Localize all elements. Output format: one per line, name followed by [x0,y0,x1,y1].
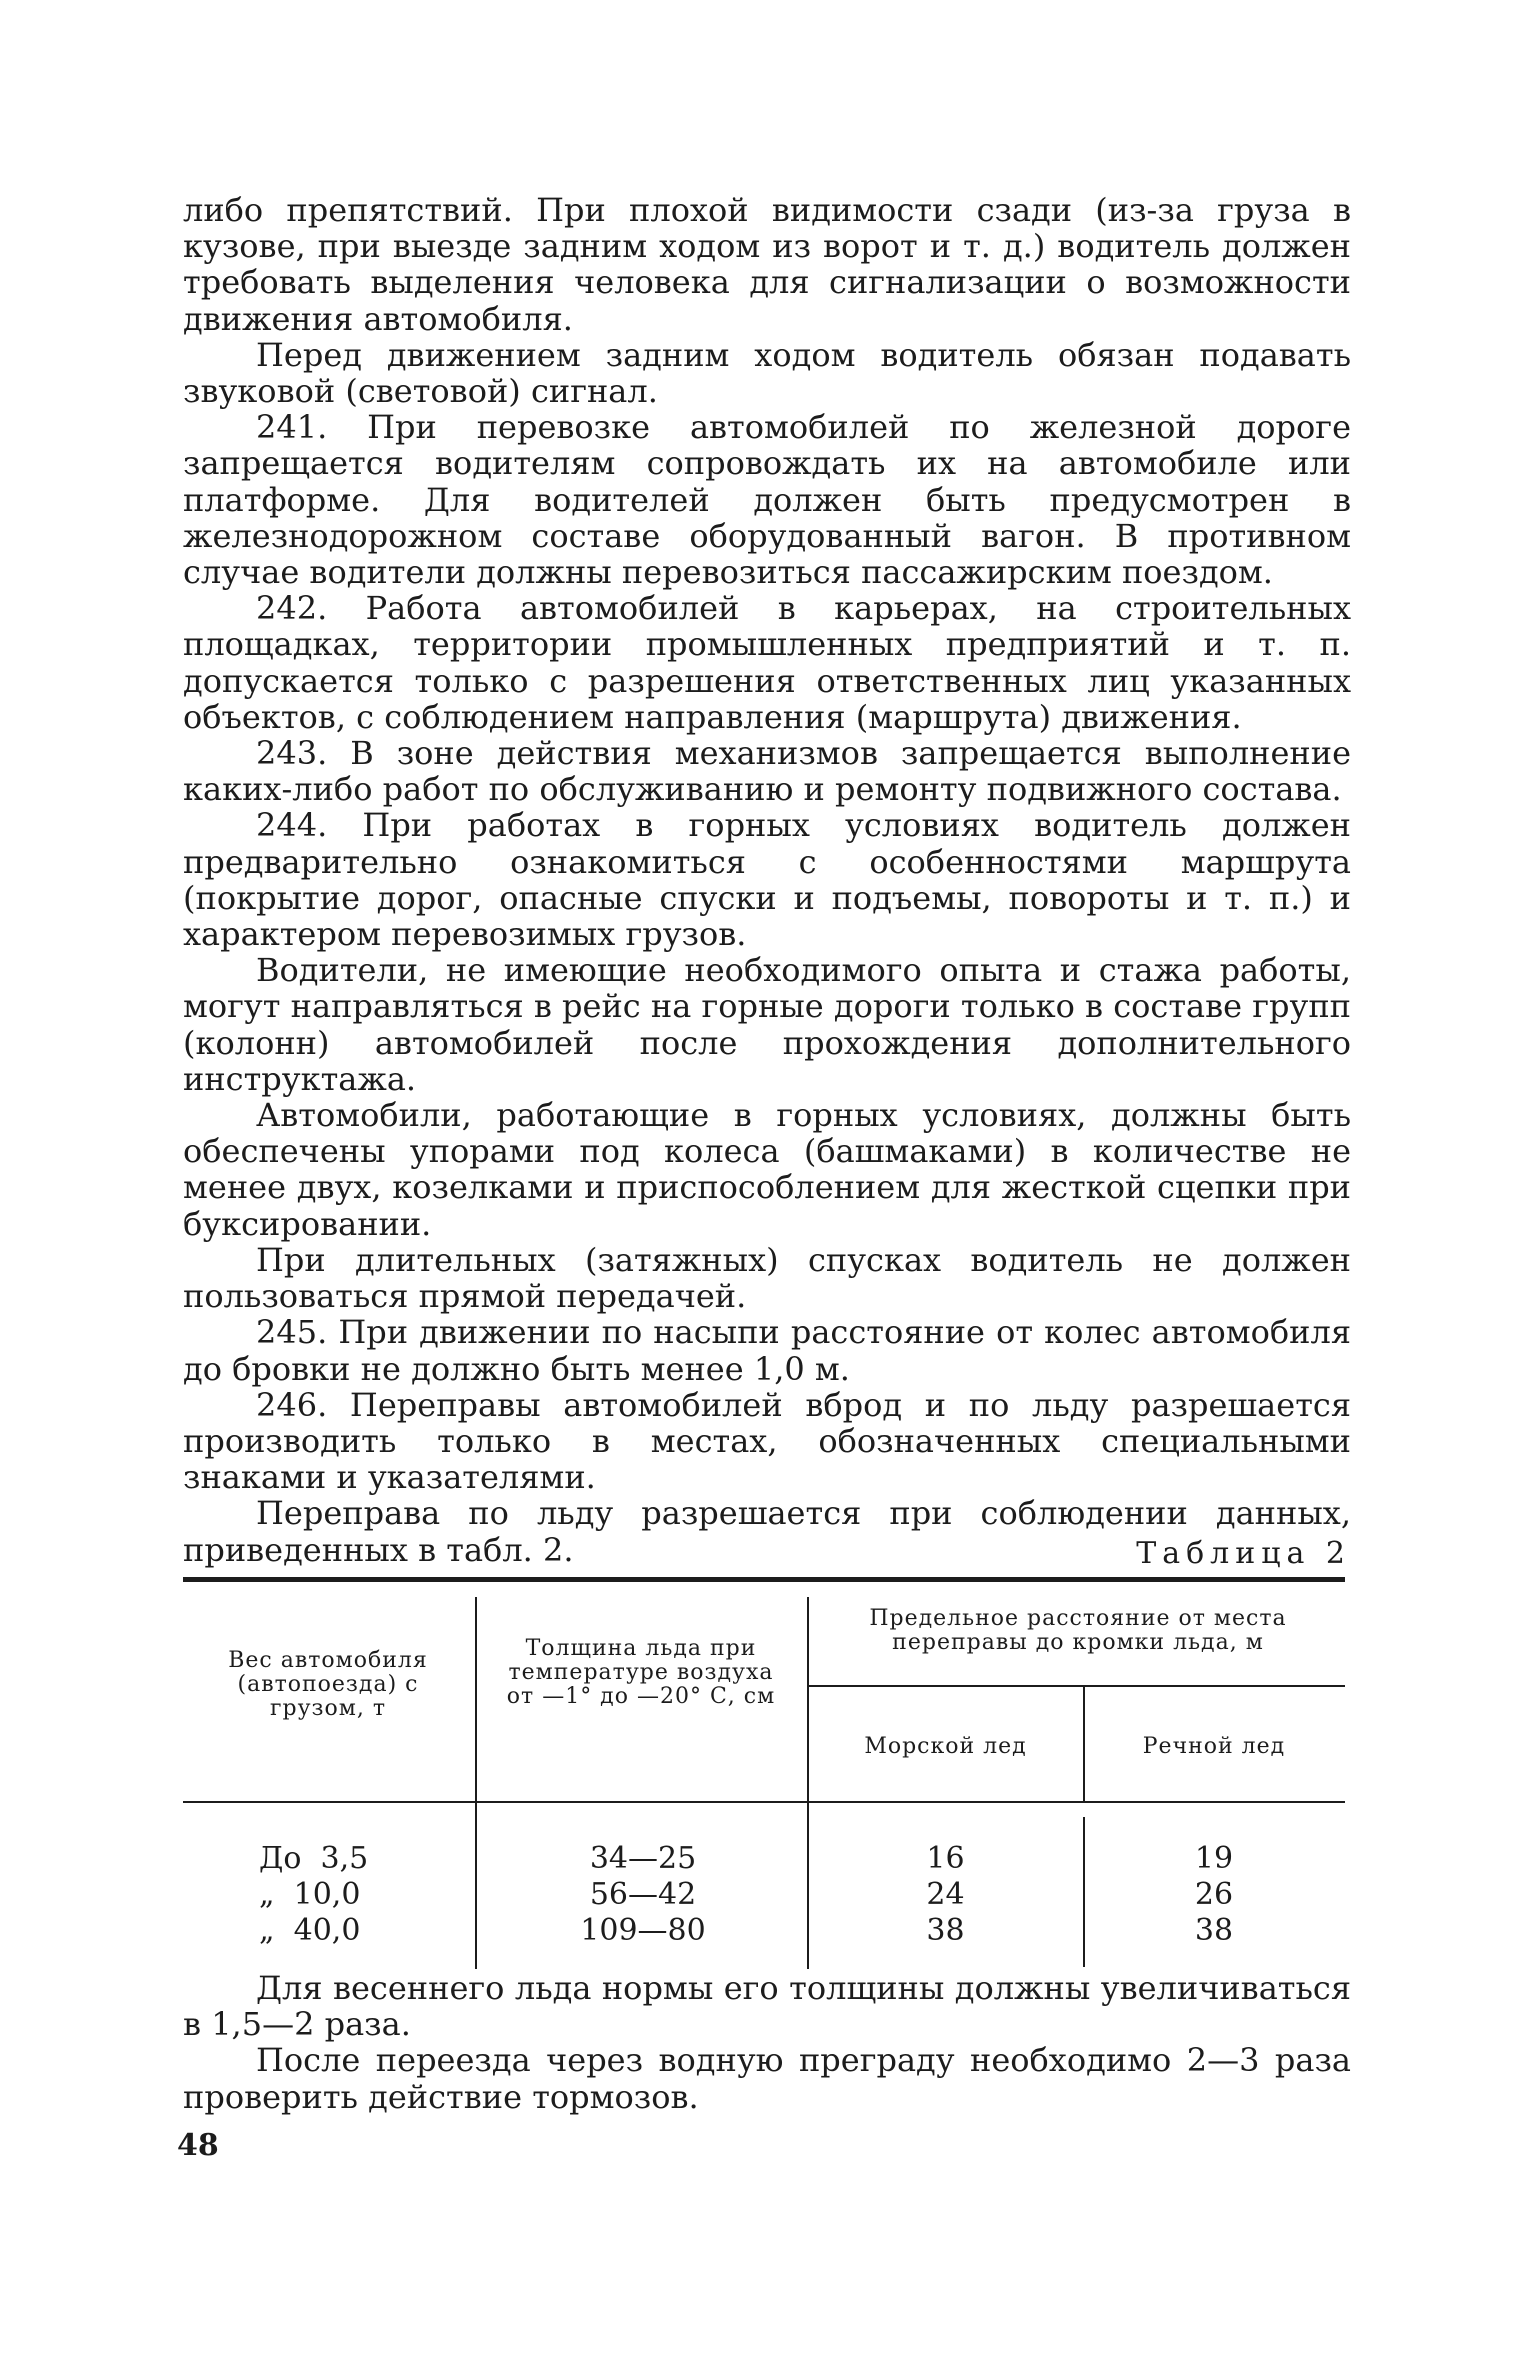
table-cell: До 3,5 [259,1841,369,1876]
table-caption: Таблица 2 [1136,1536,1351,1571]
table-cell: 19 [1194,1841,1234,1876]
paragraph: Водители, не имеющие необходимого опыта и стажа работы, могут направляться в рейс на горные дороги только в составе групп (колонн) автомобилей после прохождения дополнительного инструктажа. [183,951,1351,1098]
paragraph: Для весеннего льда нормы его толщины должны увеличиваться в 1,5—2 раза. [183,1969,1351,2044]
header-weight: Вес автомобиля (автопоезда) с грузом, т [228,1648,428,1721]
paragraph-246: 246. Переправы автомобилей вброд и по льду разрешается производить только в местах, обозначенных специальными знаками и указателями. [183,1385,1351,1497]
table-cell: 38 [926,1913,965,1948]
paragraph: При длительных (затяжных) спусках водитель не должен пользоваться прямой передачей. [183,1240,1351,1316]
table-cell: „ 10,0 [259,1877,361,1912]
river-ice-column [1089,1841,1339,1949]
header-distance: Предельное расстояние от места переправы до кромки льда, м [869,1606,1287,1655]
table-cell: 56—42 [589,1877,697,1912]
table-header-rule [183,1801,1345,1803]
paragraph-245: 245. При движении по насыпи расстояние от колес автомобиля до бровки не должно быть менее 1,0 м. [183,1313,1351,1388]
header-river-ice: Речной лед [1142,1734,1286,1759]
table-column-divider [475,1597,477,1969]
main-text [183,192,1351,1568]
paragraph-243: 243. В зоне действия механизмов запрещается выполнение каких-либо работ по обслуживанию и ремонту подвижного состава. [183,734,1351,809]
paragraph: Перед движением задним ходом водитель обязан подавать звуковой (световой) сигнал. [183,335,1351,411]
table-column-divider [1083,1687,1085,1801]
weight-column [259,1841,469,1949]
table-cell: 34—25 [589,1841,697,1876]
ice-crossing-table [183,1577,1345,1969]
table-cell: 109—80 [580,1913,706,1948]
table-column-divider [807,1597,809,1969]
paragraph-continuation: либо препятствий. При плохой видимости сзади (из-за груза в кузове, при выезде задним ходом из ворот и т. д.) водитель должен требовать выделения человека для сигнализации о возможности движения автомобиля. [183,191,1351,338]
table-top-rule [183,1577,1345,1582]
paragraph-241: 241. При перевозке автомобилей по железной дороге запрещается водителям сопровождать их на автомобиле или платформе. Для водителей должен быть предусмотрен в железнодорожном составе оборудованный вагон. В противном случае водители должны перевозиться пассажирским поездом. [183,408,1351,592]
table-cell: 38 [1194,1913,1234,1948]
paragraph: Автомобили, работающие в горных условиях, должны быть обеспечены упорами под колеса (башмаками) в количестве не менее двух, козелками и приспособлением для жесткой сцепки при буксировании. [183,1096,1351,1243]
paragraph: После переезда через водную преграду необходимо 2—3 раза проверить действие тормозов. [183,2041,1351,2116]
table-cell: 16 [926,1841,965,1876]
table-cell: „ 40,0 [259,1913,361,1948]
header-thickness: Толщина льда при температуре воздуха от —1° до —20° С, см [506,1636,776,1709]
table-column-divider [1083,1817,1085,1967]
table-cell: 24 [926,1877,965,1912]
thickness-column [483,1841,803,1949]
paragraph-242: 242. Работа автомобилей в карьерах, на строительных площадках, территории промышленных предприятий и т. п. допускается только с разрешения ответственных лиц указанных объектов, с соблюдением направления (маршрута) движения. [183,589,1351,736]
paragraph: Переправа по льду разрешается при соблюдении данных, приведенных в табл. 2. [183,1494,1351,1569]
header-sea-ice: Морской лед [864,1734,1027,1759]
table-cell: 26 [1194,1877,1234,1912]
paragraph-244: 244. При работах в горных условиях водитель должен предварительно ознакомиться с особенностями маршрута (покрытие дорог, опасные спуски и подъемы, повороты и т. п.) и характером перевозимых грузов. [183,806,1351,954]
page-number: 48 [177,2128,219,2163]
sea-ice-column [813,1841,1078,1949]
table-subheader-rule [807,1685,1345,1687]
text-after-table [183,1970,1351,2115]
